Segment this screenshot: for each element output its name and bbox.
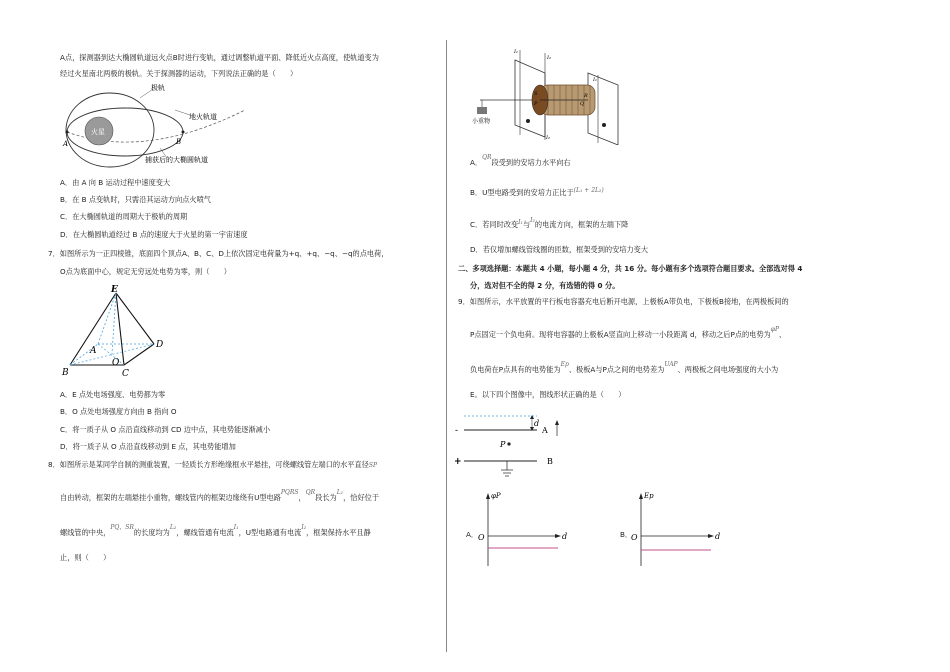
q6-option-b: B．在 B 点变轨时，只需沿其运动方向点火喷气 (60, 195, 211, 204)
transfer-orbit-label: 地火轨道 (189, 113, 217, 121)
q8-opt-c-i2: I₂ (530, 217, 535, 224)
current-i1-top-label: I₁ (514, 49, 518, 55)
q6-option-c: C．在大椭圆轨道的周期大于极轨的周期 (60, 212, 188, 221)
q8-pqrs-symbol: PQRS (280, 489, 299, 496)
q8-stem-line-3 (60, 524, 371, 539)
vertex-e-label: E (111, 285, 118, 295)
q8-text-2b: ， (298, 493, 306, 502)
vertex-c-label: C (122, 369, 129, 378)
q8-opt-a-prefix: A． (470, 158, 483, 167)
q8-text-3b: 的长度均为 (133, 528, 170, 537)
current-i2-top-label: I₂ (547, 55, 551, 61)
q6-option-a: A．由 A 向 B 运动过程中速度变大 (60, 178, 171, 187)
q8-stem-line-2 (60, 489, 380, 504)
q8-option-d: D．若仅增加螺线管线圈的匝数，框架受到的安培力变大 (470, 245, 649, 254)
q9-capacitor-figure (452, 410, 562, 480)
q9-ep-symbol: Ep (560, 361, 569, 368)
mars-label: 火星 (91, 128, 105, 136)
q8-opt-b-text: B．U型电路受到的安培力正比于 (470, 188, 574, 197)
q8-text-3c: ，螺线管通有电流 (176, 528, 234, 537)
q7-pyramid-figure (60, 283, 180, 378)
q8-text-3a: 螺线管的中央， (60, 528, 111, 537)
gap-d-label: d (534, 419, 540, 428)
q8-opt-a-text: 段受到的安培力水平向右 (491, 158, 571, 167)
q9-text-3c: 、两极板之间电场强度的大小为 (677, 365, 779, 374)
vertex-a-label: A (90, 346, 97, 356)
q7-stem-line-2: O点为底面中心，规定无穷远处电势为零，则（ ） (60, 267, 231, 276)
vertex-d-label: D (156, 340, 164, 350)
q9-stem-line-1: 9．如图所示，水平放置的平行板电容器充电后断开电源，上极板A带负电，下极板B接地，在两极板间的 (458, 297, 789, 306)
q8-sp-symbol: SP (368, 462, 377, 469)
plus-sign: + (454, 457, 462, 467)
graph-a (478, 488, 578, 568)
q8-opt-c-prefix: C．若同时改变 (470, 220, 519, 229)
vertex-b-label: B (62, 368, 69, 378)
q7-stem-line-1: 7．如图所示为一正四棱锥，底面四个顶点A、B、C、D上依次固定电荷量为+q、+q、−q、−q的点电荷， (48, 249, 389, 258)
q8-text-3d: ，U型电路通有电流 (238, 528, 302, 537)
section-2-heading-line-1: 二、多项选择题：本题共 4 小题，每小题 4 分，共 16 分。每小题有多个选项符合题目要求。全部选对得 4 (458, 264, 803, 273)
current-i2-bottom-label: I₂ (546, 135, 550, 141)
minus-sign: - (455, 426, 459, 436)
ellipse-orbit-label: 捕获后的大椭圆轨道 (145, 156, 208, 164)
q8-text-2a: 自由转动，框架的左端悬挂小重物，螺线管内的框架边缘绕有U型电路 (60, 493, 281, 502)
q9-text-2b: 、 (779, 330, 787, 339)
graph-b-x-label: d (715, 532, 721, 541)
q8-text-2c: 段长为 (315, 493, 337, 502)
frame-s-label: S (534, 91, 538, 97)
plate-a-label: A (542, 426, 548, 435)
graph-a-y-label: φP (491, 492, 501, 500)
q8-stem-line-4: 止，则（ ） (60, 553, 111, 562)
q8-text-3e: ，框架保持水平且静 (306, 528, 371, 537)
q8-qr-symbol: QR (305, 489, 316, 496)
q6-continuation-line-1: A点，探测器到达大椭圆轨道远火点B时进行变轨，通过调整轨道平面、降低近火点高度，使轨道变为 (60, 53, 379, 62)
q8-l1-symbol: L₁ (336, 489, 344, 496)
q9-uap-symbol: UAP (664, 361, 678, 368)
polar-orbit-label: 极轨 (151, 84, 165, 92)
q8-i1-symbol: I₁ (233, 524, 239, 531)
q8-option-c (470, 217, 629, 231)
q8-opt-c-i1: I₁ (518, 219, 523, 226)
q8-solenoid-figure (470, 45, 640, 145)
q7-option-a: A．E 点处电场强度、电势都为零 (60, 390, 166, 399)
graph-b-option-label: B． (620, 530, 633, 539)
q8-opt-c-and: 与 (522, 220, 531, 229)
q6-option-d: D．在大椭圆轨道经过 B 点的速度大于火星的第一宇宙速度 (60, 230, 248, 239)
q9-text-2: P点固定一个负电荷。现将电容器的上极板A竖直向上移动一小段距离 d，移动之后P点的电势为 (470, 330, 771, 339)
q8-i2-symbol: I₂ (301, 524, 307, 531)
graph-a-option-label: A． (466, 530, 479, 539)
q8-l2-symbol: L₂ (169, 524, 177, 531)
small-weight-label: 小重物 (472, 118, 491, 125)
q8-opt-a-qr-symbol: QR (482, 154, 492, 161)
point-b-label: B (176, 138, 182, 146)
q8-option-b (470, 188, 604, 199)
point-p-label: P (500, 440, 506, 449)
q9-text-3a: 负电荷在P点具有的电势能为 (470, 365, 561, 374)
q8-option-a (470, 154, 571, 169)
frame-r-label: R (584, 93, 588, 99)
q6-orbit-figure (55, 80, 265, 170)
graph-b (631, 488, 731, 568)
q8-stem-line-1 (48, 460, 377, 471)
section-2-heading-line-2: 分，选对但不全的得 2 分，有选错的得 0 分。 (470, 281, 620, 290)
graph-b-y-label: Ep (644, 492, 654, 500)
q8-text-1: 8．如图所示是某同学自制的测重装置，一轻质长方形绝缘框水平悬挂，可绕螺线管左端口的水平直径 (48, 460, 369, 469)
q9-stem-line-4: E。以下四个图像中，图线形状正确的是（ ） (470, 390, 626, 399)
graph-b-origin: O (631, 533, 638, 542)
q8-opt-b-formula: (L₁ + 2L₂) (573, 187, 604, 194)
current-i1-right-label: I₁ (593, 77, 597, 83)
graph-a-x-label: d (562, 532, 568, 541)
plate-b-label: B (547, 457, 553, 466)
q7-option-b: B．O 点处电场强度方向由 B 指向 O (60, 407, 177, 416)
frame-q-label: Q (580, 101, 585, 107)
q7-option-d: D．将一质子从 O 点沿直线移动到 E 点，其电势能增加 (60, 442, 236, 451)
q9-text-3b: 、极板A与P点之间的电势差为 (568, 365, 665, 374)
q6-continuation-line-2: 经过火星南北两极的极轨。关于探测器的运动，下列说法正确的是（ ） (60, 69, 298, 78)
q8-opt-c-text: 的电流方向，框架的左端下降 (534, 220, 629, 229)
q8-text-2d: ，恰好位于 (343, 493, 380, 502)
q7-option-c: C．将一质子从 O 点沿直线移动到 CD 边中点，其电势能逐渐减小 (60, 425, 271, 434)
q9-stem-line-3 (470, 361, 779, 376)
q8-pq-sr-symbol: PQ、SR (110, 524, 134, 531)
graph-a-origin: O (478, 533, 485, 542)
point-a-label: A (63, 140, 69, 148)
q9-phi-p-symbol: φP (770, 326, 779, 333)
center-o-label: O (112, 358, 120, 368)
column-divider (446, 40, 447, 652)
frame-p-label: P (534, 101, 538, 107)
